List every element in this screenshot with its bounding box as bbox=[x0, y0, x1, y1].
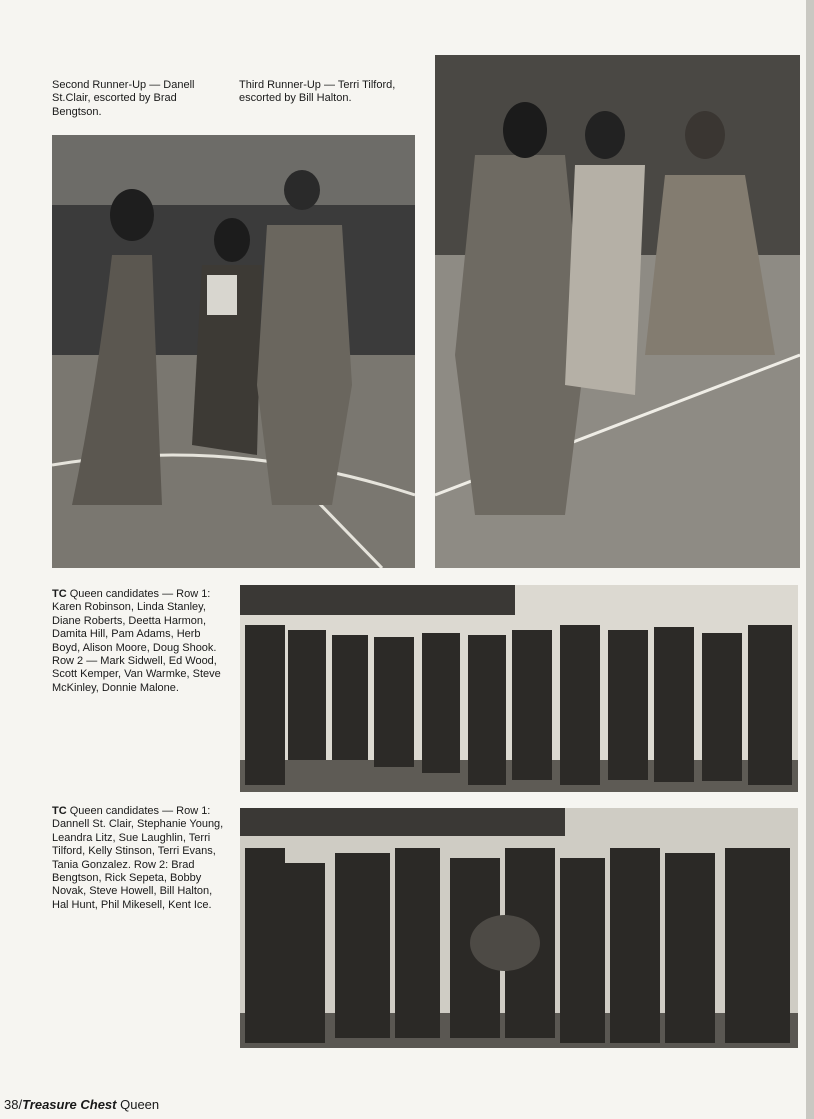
publication-name: Treasure Chest bbox=[22, 1097, 117, 1112]
caption-third-runner-up bbox=[239, 79, 419, 106]
photo-image bbox=[435, 55, 800, 568]
photo-third-runner-up bbox=[435, 55, 800, 568]
caption-second-runner-up bbox=[52, 79, 228, 119]
photo-second-runner-up bbox=[52, 135, 415, 568]
caption-candidates-group-1 bbox=[52, 588, 230, 695]
caption-candidates-group-2 bbox=[52, 805, 230, 912]
caption-text: Queen candidates — Row 1: Dannell St. Clair, Stephanie Young, Leandra Litz, Sue Laughlin, Terri Tilford, Kelly Stinson, Terri Evans, Tania Gonzalez. Row 2: Brad Bengtson, Rick Sepeta, Bobby Novak, Steve Howell, Bill Halton, Hal Hunt, Phil Mikesell, Kent Ice. bbox=[52, 805, 224, 911]
photo-candidates-group-2 bbox=[240, 808, 798, 1048]
photo-image bbox=[52, 135, 415, 568]
photo-candidates-group-1 bbox=[240, 585, 798, 792]
caption-label: TC bbox=[52, 588, 67, 600]
page-footer bbox=[4, 1097, 159, 1112]
page-number: 38/ bbox=[4, 1097, 23, 1112]
caption-text: Third Runner-Up — Terri Tilford, escorted by Bill Halton. bbox=[239, 79, 396, 105]
caption-label: TC bbox=[52, 805, 67, 817]
page-edge bbox=[806, 0, 814, 1119]
caption-text: Second Runner-Up — Danell St.Clair, escorted by Brad Bengtson. bbox=[52, 79, 195, 118]
photo-image bbox=[240, 808, 798, 1048]
caption-text: Queen candidates — Row 1: Karen Robinson, Linda Stanley, Diane Roberts, Deetta Harmon, Damita Hill, Pam Adams, Herb Boyd, Alison Moore, Doug Shook. Row 2 — Mark Sidwell, Ed Wood, Scott Kemper, Van Warmke, Steve McKinley, Donnie Malone. bbox=[52, 588, 221, 694]
section-name: Queen bbox=[116, 1097, 160, 1112]
photo-image bbox=[240, 585, 798, 792]
